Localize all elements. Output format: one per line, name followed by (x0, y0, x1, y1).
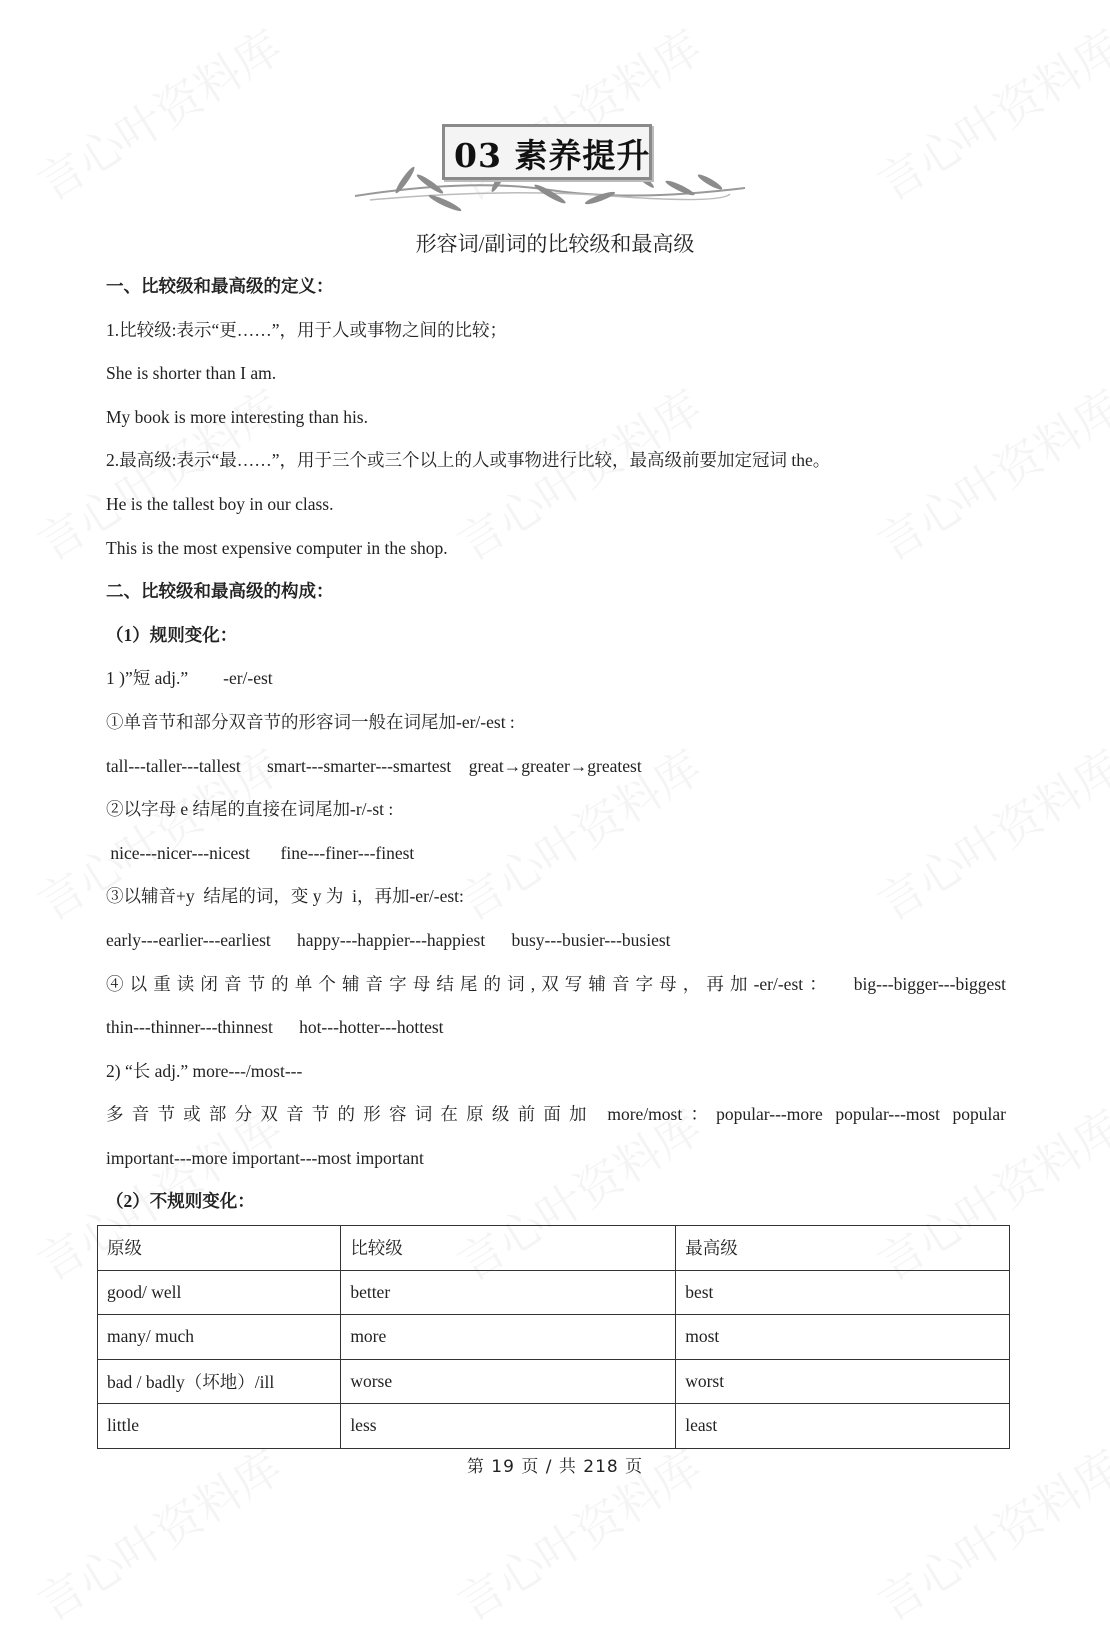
body-line: 1.比较级:表示“更……”，用于人或事物之间的比较； (106, 319, 508, 340)
column-header: 最高级 (676, 1226, 1010, 1271)
table-cell: more (341, 1315, 676, 1360)
body-line: This is the most expensive computer in the shop. (106, 537, 448, 558)
table-row (98, 1404, 1010, 1449)
table-cell: best (676, 1270, 1010, 1315)
table-row (98, 1359, 1010, 1404)
watermark-text (863, 12, 1110, 214)
table-cell: worse (341, 1359, 676, 1404)
table-cell: bad / badly（坏地）/ill (98, 1359, 341, 1404)
table-cell: less (341, 1404, 676, 1449)
table-cell: little (98, 1404, 341, 1449)
body-line: tall---taller---tallest smart---smarter---smartest great→greater→greatest (106, 755, 642, 776)
table-row (98, 1315, 1010, 1360)
table-row (98, 1270, 1010, 1315)
body-line: My book is more interesting than his. (106, 406, 368, 427)
section-heading: 二、比较级和最高级的构成： (106, 581, 334, 602)
body-line: important---more important---most important (106, 1147, 424, 1168)
section-banner (350, 118, 750, 218)
body-line: He is the tallest boy in our class. (106, 493, 334, 514)
body-line: 2.最高级:表示“最……”，用于三个或三个以上的人或事物进行比较，最高级前要加定冠词 the。 (106, 450, 831, 471)
body-line: ②以字母 e 结尾的直接在词尾加-r/-st : (106, 799, 394, 820)
table-cell: good/ well (98, 1270, 341, 1315)
table-cell: many/ much (98, 1315, 341, 1360)
table-header-row (98, 1226, 1010, 1271)
banner-label: 03 素养提升 (454, 136, 651, 175)
table-cell: most (676, 1315, 1010, 1360)
body-line: 多音节或部分双音节的形容词在原级前面加 more/most：popular---more popular---most popular (106, 1104, 1006, 1125)
body-line: thin---thinner---thinnest hot---hotter---hottest (106, 1017, 444, 1038)
body-line: She is shorter than I am. (106, 363, 277, 384)
body-line: ①单音节和部分双音节的形容词一般在词尾加-er/-est : (106, 711, 515, 732)
table-cell: worst (676, 1359, 1010, 1404)
watermark-text (23, 12, 292, 214)
body-line: ③以辅音+y 结尾的词，变 y 为 i，再加-er/-est: (106, 886, 464, 907)
section-heading: 一、比较级和最高级的定义： (106, 276, 334, 296)
document-title: 形容词/副词的比较级和最高级 (415, 232, 695, 256)
body-line: 1 )”短 adj.” -er/-est (106, 668, 273, 689)
page-footer: 第 19 页 / 共 218 页 (466, 1457, 644, 1477)
document-body (106, 265, 1006, 1224)
table-cell: better (341, 1270, 676, 1315)
irregular-forms-table (97, 1225, 1010, 1449)
column-header: 比较级 (341, 1226, 676, 1271)
column-header: 原级 (98, 1226, 341, 1271)
body-line: early---earlier---earliest happy---happier---happiest busy---busier---busiest (106, 929, 671, 950)
section-heading: （1）规则变化： (106, 624, 238, 645)
body-line: 2) “长 adj.” more---/most--- (106, 1060, 303, 1081)
section-heading: （2）不规则变化： (106, 1191, 255, 1212)
body-line: ④以重读闭音节的单个辅音字母结尾的词,双写辅音字母，再加-er/-est： big---bigger---biggest (106, 973, 1006, 994)
body-line: nice---nicer---nicest fine---finer---finest (106, 842, 415, 863)
table-cell: least (676, 1404, 1010, 1449)
